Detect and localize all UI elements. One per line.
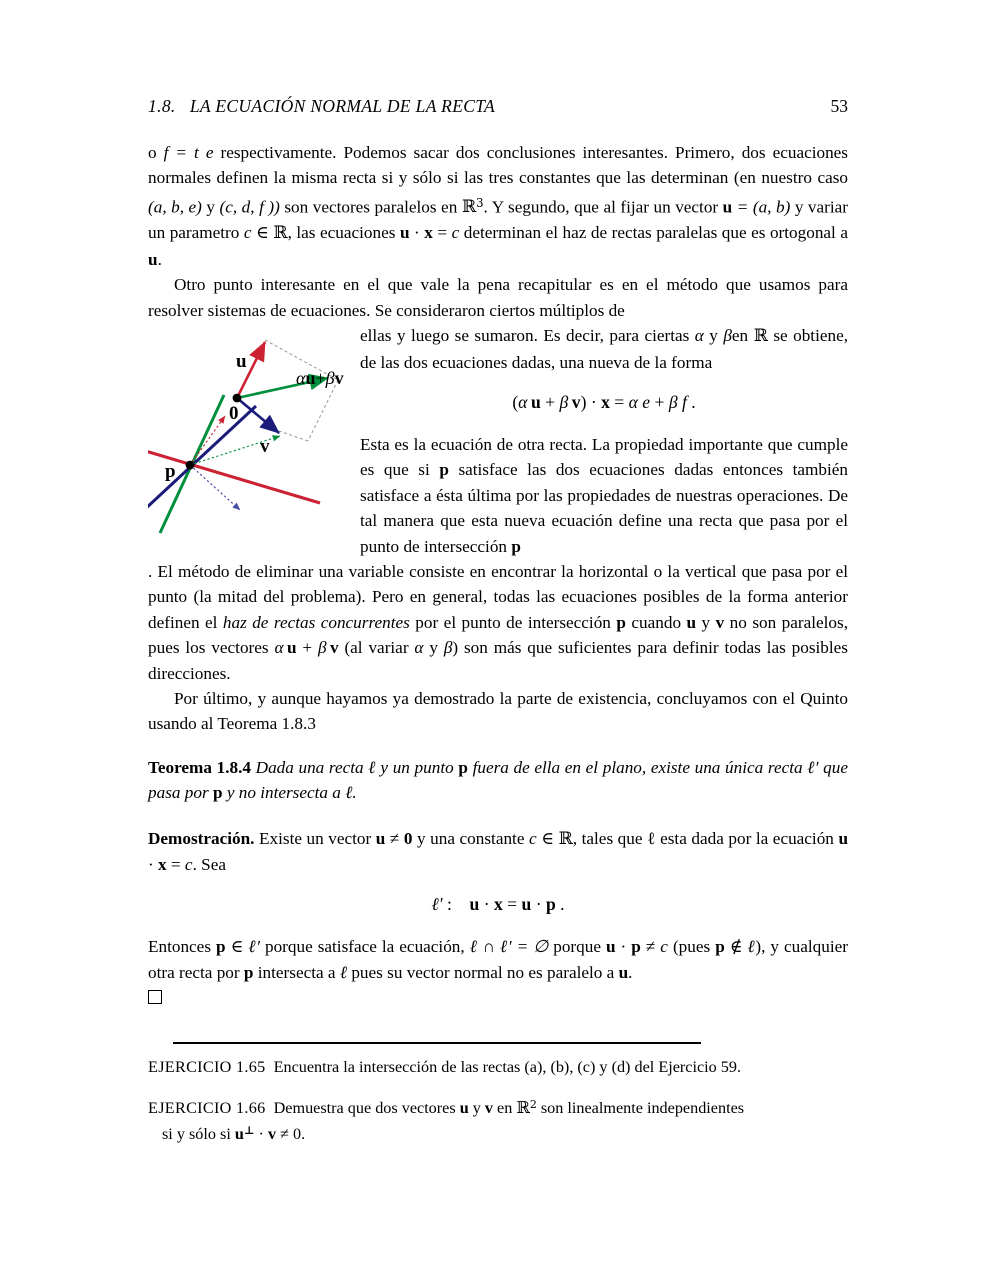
page-number: 53 bbox=[830, 96, 848, 116]
thm-math-l1: ℓ bbox=[368, 757, 376, 777]
pr-d: esta dada por la ecuación bbox=[655, 828, 839, 848]
display-equation-2: ℓ′ : u · x = u · p . bbox=[431, 894, 565, 915]
running-head-title: 1.8. LA ECUACIÓN NORMAL DE LA RECTA bbox=[148, 96, 496, 116]
figure-label-p: p bbox=[165, 461, 176, 483]
p4-math-combo: α u + β v bbox=[274, 638, 339, 658]
pr2-math-u: u bbox=[618, 962, 629, 982]
p4-em-haz: haz de rectas concurrentes bbox=[222, 612, 410, 632]
pr2-e: ), y cualquier otra recta por bbox=[148, 937, 848, 982]
pr-math-l: ℓ bbox=[647, 828, 656, 848]
p1-f: y variar un parametro bbox=[148, 197, 849, 243]
p4-math-alpha: α bbox=[414, 638, 424, 658]
theorem-statement bbox=[148, 758, 848, 802]
p4-j: ) son más que suficientes para definir todas las posibles direcciones. bbox=[148, 638, 848, 683]
p1-math-c-in-r: c ∈ ℝ bbox=[243, 223, 288, 244]
p1-math-u: u bbox=[148, 249, 158, 269]
pr-math-udotx: u · x = c bbox=[148, 828, 848, 874]
p4-g: no son paralelos, pues los vectores bbox=[148, 612, 848, 658]
pr2-a: Entonces bbox=[148, 937, 217, 957]
p4-a: Esta es la ecuación de otra recta. La propiedad importante que cumple es que si bbox=[360, 434, 848, 480]
proof-conclusion bbox=[148, 934, 848, 1010]
thm-a: Dada una recta bbox=[251, 757, 369, 777]
p4-math-u: u bbox=[686, 612, 697, 632]
p4-math-p3: p bbox=[616, 612, 626, 632]
pr2-math-p-notin-l: p ∉ ℓ bbox=[715, 937, 756, 957]
p1-g: , las ecuaciones bbox=[287, 223, 400, 243]
p1-a: o bbox=[148, 143, 164, 162]
pr2-math-intersect: ℓ ∩ ℓ′ = ∅ bbox=[469, 937, 549, 957]
figure-label-origin: 0 bbox=[229, 403, 239, 425]
pr-math-c-in-r: c ∈ ℝ bbox=[529, 828, 573, 849]
p3-math-beta: β bbox=[723, 326, 732, 346]
thm-f: . bbox=[352, 783, 357, 803]
pr2-f: intersecta a bbox=[253, 962, 340, 982]
thm-math-p1: p bbox=[458, 757, 468, 777]
figure-text-wrap-zone bbox=[148, 323, 848, 686]
p1-math-u-ab: u = (a, b) bbox=[722, 197, 791, 217]
p4-e: cuando bbox=[625, 612, 687, 632]
figure-label-combo: αu+βv bbox=[296, 368, 344, 389]
p3-c: en bbox=[731, 326, 754, 346]
p1-math-udotx: u · x = c bbox=[399, 223, 460, 243]
p3-a: ellas y luego se sumaron. Es decir, para ciertas bbox=[360, 326, 695, 346]
figure-point-origin-dot bbox=[233, 394, 242, 403]
exercises-section bbox=[148, 1056, 850, 1160]
vector-figure bbox=[148, 323, 398, 588]
thm-math-lprime: ℓ′ bbox=[807, 757, 819, 777]
p4-math-beta: β bbox=[443, 638, 453, 658]
exercise-1-66-text: Demuestra que dos vectores u y v en ℝ$^2$ son linealmente independientes bbox=[273, 1097, 745, 1117]
p4-d: por el punto de intersección bbox=[409, 612, 617, 632]
p1-math-abe: (a, b, e) bbox=[148, 197, 202, 217]
p1-h: determinan el haz de rectas paralelas que es ortogonal a bbox=[459, 223, 848, 243]
p1-c: y bbox=[201, 197, 220, 217]
exercise-1-66-cont: si y sólo si u⊥ · v ≠ 0. bbox=[162, 1124, 306, 1143]
proof-label: Demostración. bbox=[148, 828, 255, 848]
p1-b: respectivamente. Podemos sacar dos conclusiones interesantes. Primero, dos ecuaciones normales definen la misma recta si y sólo si las tres constantes que las determinan (en nuestro caso bbox=[148, 143, 848, 188]
exercise-1-65 bbox=[148, 1056, 850, 1079]
footnote-rule bbox=[173, 1042, 701, 1044]
exercise-1-65-text: Encuentra la intersección de las rectas (a), (b), (c) y (d) del Ejercicio 59. bbox=[273, 1058, 742, 1076]
figure-label-v: v bbox=[260, 436, 270, 458]
vector-figure-svg bbox=[148, 323, 398, 588]
thm-b: y un punto bbox=[375, 757, 459, 777]
paragraph-3 bbox=[360, 323, 848, 375]
paragraph-5: Por último, y aunque hayamos ya demostrado la parte de existencia, concluyamos con el Quinto usando al Teorema 1.8.3 bbox=[148, 688, 848, 734]
pr-c: , tales que bbox=[572, 828, 648, 848]
p1-d: son vectores paralelos en bbox=[279, 197, 462, 217]
p4-math-p2: p bbox=[511, 536, 521, 556]
running-head bbox=[148, 96, 848, 118]
figure-point-p-dot bbox=[186, 461, 195, 470]
p1-i: . bbox=[157, 249, 162, 269]
exercise-1-66 bbox=[148, 1093, 850, 1146]
pr-math-u-neq-0: u ≠ 0 bbox=[375, 828, 413, 848]
display-equation-1: (α u + β v) · x = α e + β f . bbox=[512, 391, 696, 412]
p4-i: y bbox=[423, 638, 444, 658]
paragraph-1 bbox=[148, 140, 848, 272]
thm-c: fuera de ella en el plano, existe una única recta bbox=[467, 757, 808, 777]
p4-b: satisface las dos ecuaciones dadas entonces también satisface a ésta última por las propiedades de nuestras operaciones. De tal manera que esta nueva ecuación define una recta que pasa por el punto de intersección bbox=[360, 460, 848, 556]
pr2-math-udotp: u · p ≠ c bbox=[605, 937, 668, 957]
pr2-g: pues su vector normal no es paralelo a bbox=[347, 962, 619, 982]
thm-e: y no intersecta a bbox=[222, 783, 346, 803]
figure-parallelogram-side-right bbox=[308, 380, 338, 441]
figure-label-u: u bbox=[236, 351, 247, 373]
pr-a: Existe un vector bbox=[254, 828, 376, 848]
p4-math-v: v bbox=[715, 612, 725, 632]
p4-h: (al variar bbox=[338, 638, 415, 658]
p3-math-r: ℝ bbox=[753, 326, 768, 347]
qed-square bbox=[148, 990, 162, 1004]
pr2-h: . bbox=[628, 962, 633, 982]
exercise-1-65-number: EJERCICIO 1.65 bbox=[148, 1058, 266, 1076]
thm-d: que pasa por bbox=[148, 757, 848, 803]
paragraph-2: Otro punto interesante en el que vale la pena recapitular es en el método que usamos para resolver sistemas de ecuaciones. Se consideraron ciertos múltiplos de bbox=[148, 275, 848, 320]
pr2-math-p: p bbox=[243, 962, 254, 982]
figure-parallelogram-side-bottom bbox=[279, 431, 308, 441]
p1-math-eq: = t e bbox=[168, 143, 214, 162]
theorem-1-8-4 bbox=[148, 755, 848, 806]
p1-e: . Y segundo, que al fijar un vector bbox=[483, 197, 723, 217]
wrapped-text-column bbox=[360, 323, 848, 559]
paragraph-4-top bbox=[360, 432, 848, 559]
pr2-b: porque satisface la ecuación, bbox=[259, 937, 470, 957]
p4-c: . El método de eliminar una variable consiste en encontrar la horizontal o la vertical que pasa por el punto (la mitad del problema). Pero en general, todas las ecuaciones posibles de la forma anterior definen el bbox=[148, 561, 848, 632]
p1-math-cdf: (c, d, f )) bbox=[219, 197, 280, 217]
pr2-c: porque bbox=[548, 937, 606, 957]
p3-math-alpha: α bbox=[694, 326, 704, 346]
exercise-1-66-number: EJERCICIO 1.66 bbox=[148, 1098, 266, 1117]
pr-b: y una constante bbox=[412, 828, 529, 848]
thm-math-l2: ℓ bbox=[345, 783, 353, 803]
proof-block bbox=[148, 826, 848, 878]
p4-math-p1: p bbox=[439, 460, 449, 480]
theorem-label: Teorema 1.8.4 bbox=[148, 757, 251, 777]
p4-f: y bbox=[696, 612, 716, 632]
pr-e: . Sea bbox=[192, 855, 226, 874]
pr2-math-p-in-lprime: p ∈ ℓ′ bbox=[216, 937, 260, 957]
thm-math-p2: p bbox=[212, 783, 223, 803]
body-text bbox=[148, 140, 848, 1011]
p3-d: se obtiene, de las dos ecuaciones dadas, una nueva de la forma bbox=[360, 326, 848, 372]
pr2-d: (pues bbox=[667, 937, 716, 957]
p3-b: y bbox=[703, 326, 724, 346]
pr2-math-l: ℓ bbox=[339, 962, 348, 982]
figure-vector-v bbox=[237, 398, 279, 433]
p1-math-r3: ℝ$^3$ bbox=[461, 195, 484, 218]
p1-math-f-te: f bbox=[163, 143, 169, 162]
